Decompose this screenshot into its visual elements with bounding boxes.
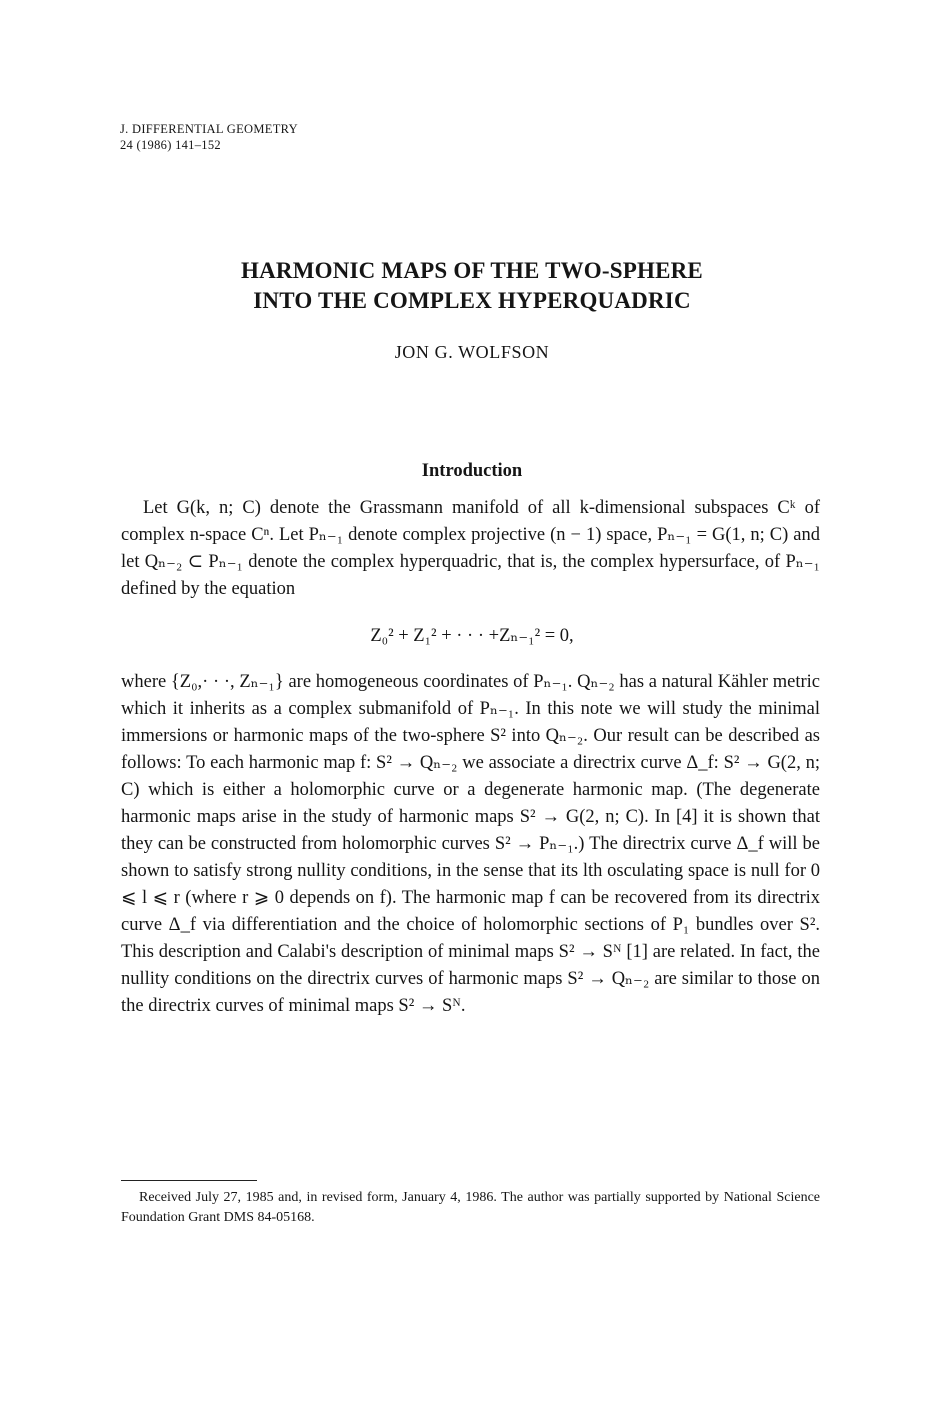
equation-hyperquadric: Z₀² + Z₁² + · · · +Zₙ₋₁² = 0, [370,626,574,646]
footnote [121,1188,820,1228]
paragraph-1-text: Let G(k, n; C) denote the Grassmann manifold of all k-dimensional subspaces Cᵏ of complex n-space Cⁿ. Let Pₙ₋₁ denote complex projective (n − 1) space, Pₙ₋₁ = G(1, n; C) and let Qₙ₋₂ ⊂ Pₙ₋₁ denote the complex hyperquadric, that is, the complex hypersurface, of Pₙ₋₁ defined by the equation [121,498,820,599]
title-line-1: HARMONIC MAPS OF THE TWO-SPHERE [241,258,703,283]
footnote-text: Received July 27, 1985 and, in revised form, January 4, 1986. The author was partially supported by National Science Foundation Grant DMS 84-05168. [121,1190,820,1225]
title-line-2: INTO THE COMPLEX HYPERQUADRIC [253,288,691,313]
volume-info: 24 (1986) 141–152 [120,138,221,152]
paper-title [0,256,944,316]
body-paragraph-2 [121,669,820,1020]
section-heading: Introduction [421,461,523,481]
journal-name: J. DIFFERENTIAL GEOMETRY [120,122,298,136]
body-paragraph-1 [121,495,820,603]
paragraph-2-text: where {Z₀,· · ·, Zₙ₋₁} are homogeneous coordinates of Pₙ₋₁. Qₙ₋₂ has a natural Kähler metric which it inherits as a complex submanifold of Pₙ₋₁. In this note we will study the minimal immersions or harmonic maps of the two-sphere S² into Qₙ₋₂. Our result can be described as follows: To each harmonic map f: S² → Qₙ₋₂ we associate a directrix curve Δ_f: S² → G(2, n; C) which is either a holomorphic curve or a degenerate harmonic map. (The degenerate harmonic maps arise in the study of harmonic maps S² → G(2, n; C). In [4] it is shown that they can be constructed from holomorphic curves S² → Pₙ₋₁.) The directrix curve Δ_f will be shown to satisfy strong nullity conditions, in the sense that its lth osculating space is null for 0 ⩽ l ⩽ r (where r ⩾ 0 depends on f). The harmonic map f can be recovered from its directrix curve Δ_f via differentiation and the choice of holomorphic sections of P₁ bundles over S². This description and Calabi's description of minimal maps S² → Sᴺ [1] are related. In fact, the nullity conditions on the directrix curves of harmonic maps S² → Qₙ₋₂ are similar to those on the directrix curves of minimal maps S² → Sᴺ. [121,672,820,1016]
author-name: JON G. WOLFSON [394,342,550,362]
footnote-divider [121,1180,257,1181]
journal-header [120,121,298,153]
